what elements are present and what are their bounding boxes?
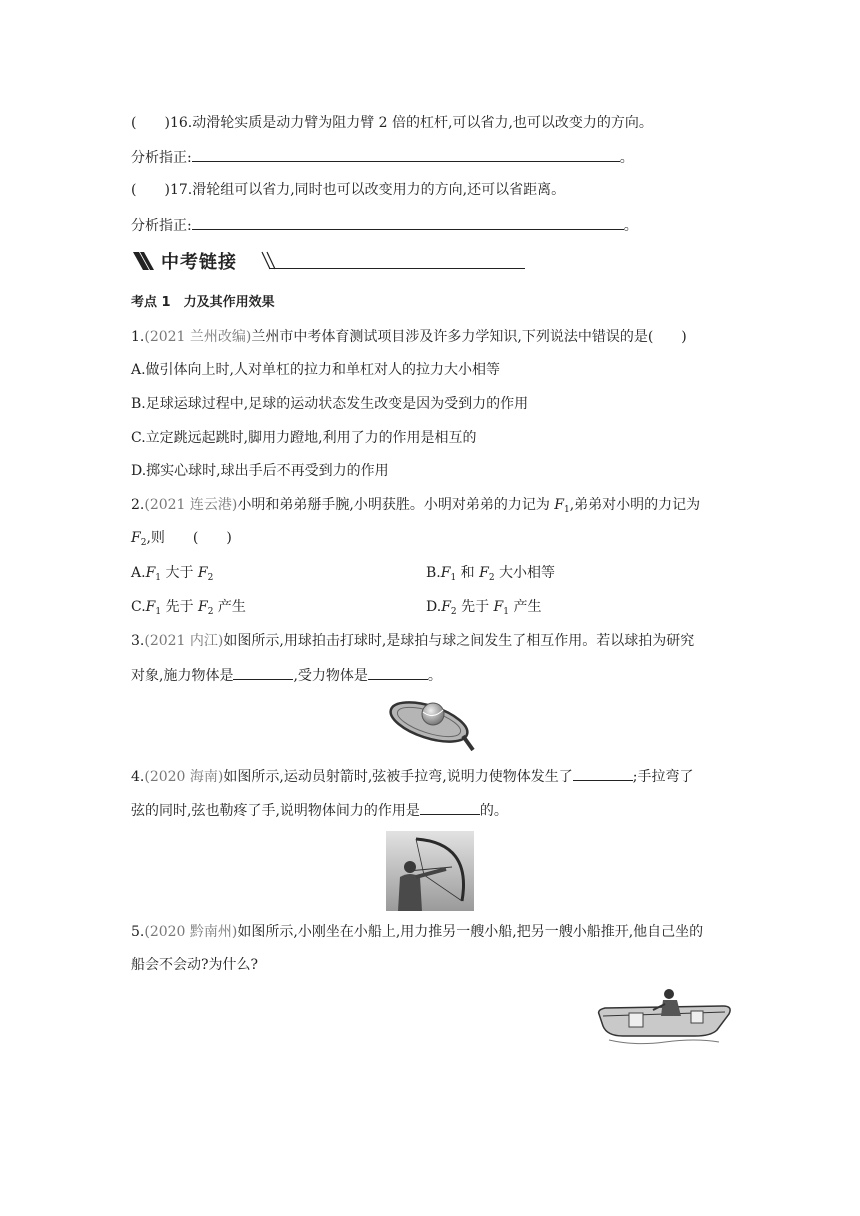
analysis-label: 分析指正: (131, 150, 192, 166)
question-text: 的。 (479, 803, 508, 819)
question-3-cont (131, 664, 442, 686)
boat-figure (595, 986, 735, 1048)
question-text: 17.滑轮组可以省力,同时也可以改变用力的方向,还可以省距离。 (169, 182, 566, 198)
option-d: D.掷实心球时,球出手后不再受到力的作用 (131, 463, 389, 479)
option-c: C.立定跳远起跳时,脚用力蹬地,利用了力的作用是相互的 (131, 430, 477, 446)
subscript: 2 (207, 573, 214, 583)
answer-blank[interactable] (192, 214, 624, 230)
section-rule (269, 268, 525, 269)
symbol-f: F (554, 497, 564, 513)
option-letter: B. (426, 565, 441, 581)
option-d (426, 597, 541, 622)
question-text: 兰州市中考体育测试项目涉及许多力学知识,下列说法中错误的是( ) (251, 329, 687, 345)
question-17 (131, 180, 565, 200)
option-letter: A. (131, 565, 146, 581)
question-text: ;手拉弯了 (632, 769, 694, 785)
analysis-line-17 (131, 214, 638, 236)
slash-mark-icon (131, 250, 157, 272)
option-letter: D. (426, 599, 442, 615)
option-b (426, 563, 555, 588)
subscript: 2 (488, 573, 495, 583)
question-source: (2020 黔南州) (144, 924, 238, 940)
end-mark: 。 (619, 150, 634, 166)
question-text: 16.动滑轮实质是动力臂为阻力臂 2 倍的杠杆,可以省力,也可以改变力的方向。 (169, 115, 653, 131)
option-text: 大小相等 (494, 565, 556, 581)
question-text: 对象,施力物体是 (131, 668, 234, 684)
option-b: B.足球运球过程中,足球的运动状态发生改变是因为受到力的作用 (131, 396, 529, 412)
answer-paren: ( ) (131, 182, 170, 198)
subscript: 1 (564, 505, 570, 515)
question-3 (131, 631, 694, 651)
answer-blank[interactable] (368, 664, 428, 680)
question-source: (2021 连云港) (144, 497, 238, 513)
option-c (131, 597, 246, 622)
subscript: 2 (450, 607, 457, 617)
symbol-f: F (131, 530, 141, 546)
question-text: ,弟弟对小明的力记为 (569, 497, 701, 513)
symbol-f: F (440, 565, 451, 581)
option-text: 先于 (161, 599, 199, 615)
question-number: 2. (131, 497, 145, 513)
question-text: 。 (427, 668, 442, 684)
question-number: 5. (131, 924, 145, 940)
symbol-f: F (198, 599, 208, 615)
archer-figure (386, 831, 474, 911)
answer-blank[interactable] (573, 765, 633, 781)
question-text: ,受力物体是 (293, 668, 368, 684)
symbol-f: F (145, 565, 156, 581)
racket-ball-figure (387, 690, 475, 754)
subscript: 2 (207, 607, 214, 617)
question-1 (131, 327, 687, 347)
symbol-f: F (441, 599, 451, 615)
question-text: 如图所示,用球拍击打球时,是球拍与球之间发生了相互作用。若以球拍为研究 (223, 633, 695, 649)
option-text: 产生 (509, 599, 542, 615)
question-4-cont (131, 799, 508, 821)
question-number: 4. (131, 769, 145, 785)
option-text: 产生 (213, 599, 246, 615)
answer-paren: ( ) (131, 115, 170, 131)
question-text: 如图所示,小刚坐在小船上,用力推另一艘小船,把另一艘小船推开,他自己坐的 (237, 924, 704, 940)
question-2-cont (131, 528, 232, 553)
subscript: 1 (155, 607, 162, 617)
symbol-f: F (493, 599, 504, 615)
answer-blank[interactable] (233, 664, 293, 680)
question-source: (2020 海南) (144, 769, 224, 785)
subscript: 1 (503, 607, 509, 617)
option-text: 大于 (161, 565, 198, 581)
option-a: A.做引体向上时,人对单杠的拉力和单杠对人的拉力大小相等 (131, 362, 501, 378)
answer-blank[interactable] (192, 146, 620, 162)
option-letter: C. (131, 599, 146, 615)
question-number: 1. (131, 329, 145, 345)
symbol-f: F (145, 599, 156, 615)
subscript: 1 (155, 573, 162, 583)
question-number: 3. (131, 633, 145, 649)
question-text: 弦的同时,弦也勒疼了手,说明物体间力的作用是 (131, 803, 420, 819)
question-text: 如图所示,运动员射箭时,弦被手拉弯,说明力使物体发生了 (223, 769, 573, 785)
option-a (131, 563, 213, 588)
symbol-f: F (197, 565, 208, 581)
topic-label: 考点 1 力及其作用效果 (131, 295, 275, 310)
subscript: 1 (450, 573, 457, 583)
answer-blank[interactable] (420, 799, 480, 815)
analysis-line-16 (131, 146, 634, 168)
question-16 (131, 113, 653, 133)
subscript: 2 (140, 538, 147, 548)
section-title: 中考链接 (161, 252, 237, 273)
question-source: (2021 内江) (144, 633, 224, 649)
question-source: (2021 兰州改编) (144, 329, 252, 345)
option-text: 先于 (456, 599, 494, 615)
end-mark: 。 (623, 218, 638, 234)
question-5-cont: 船会不会动?为什么? (131, 957, 259, 973)
question-text: 小明和弟弟掰手腕,小明获胜。小明对弟弟的力记为 (237, 497, 555, 513)
symbol-f: F (479, 565, 489, 581)
option-text: 和 (456, 565, 480, 581)
analysis-label: 分析指正: (131, 218, 192, 234)
question-text: ,则 ( ) (146, 530, 232, 546)
question-4 (131, 765, 693, 787)
section-heading (131, 246, 531, 276)
question-5 (131, 922, 703, 942)
question-2 (131, 495, 700, 520)
